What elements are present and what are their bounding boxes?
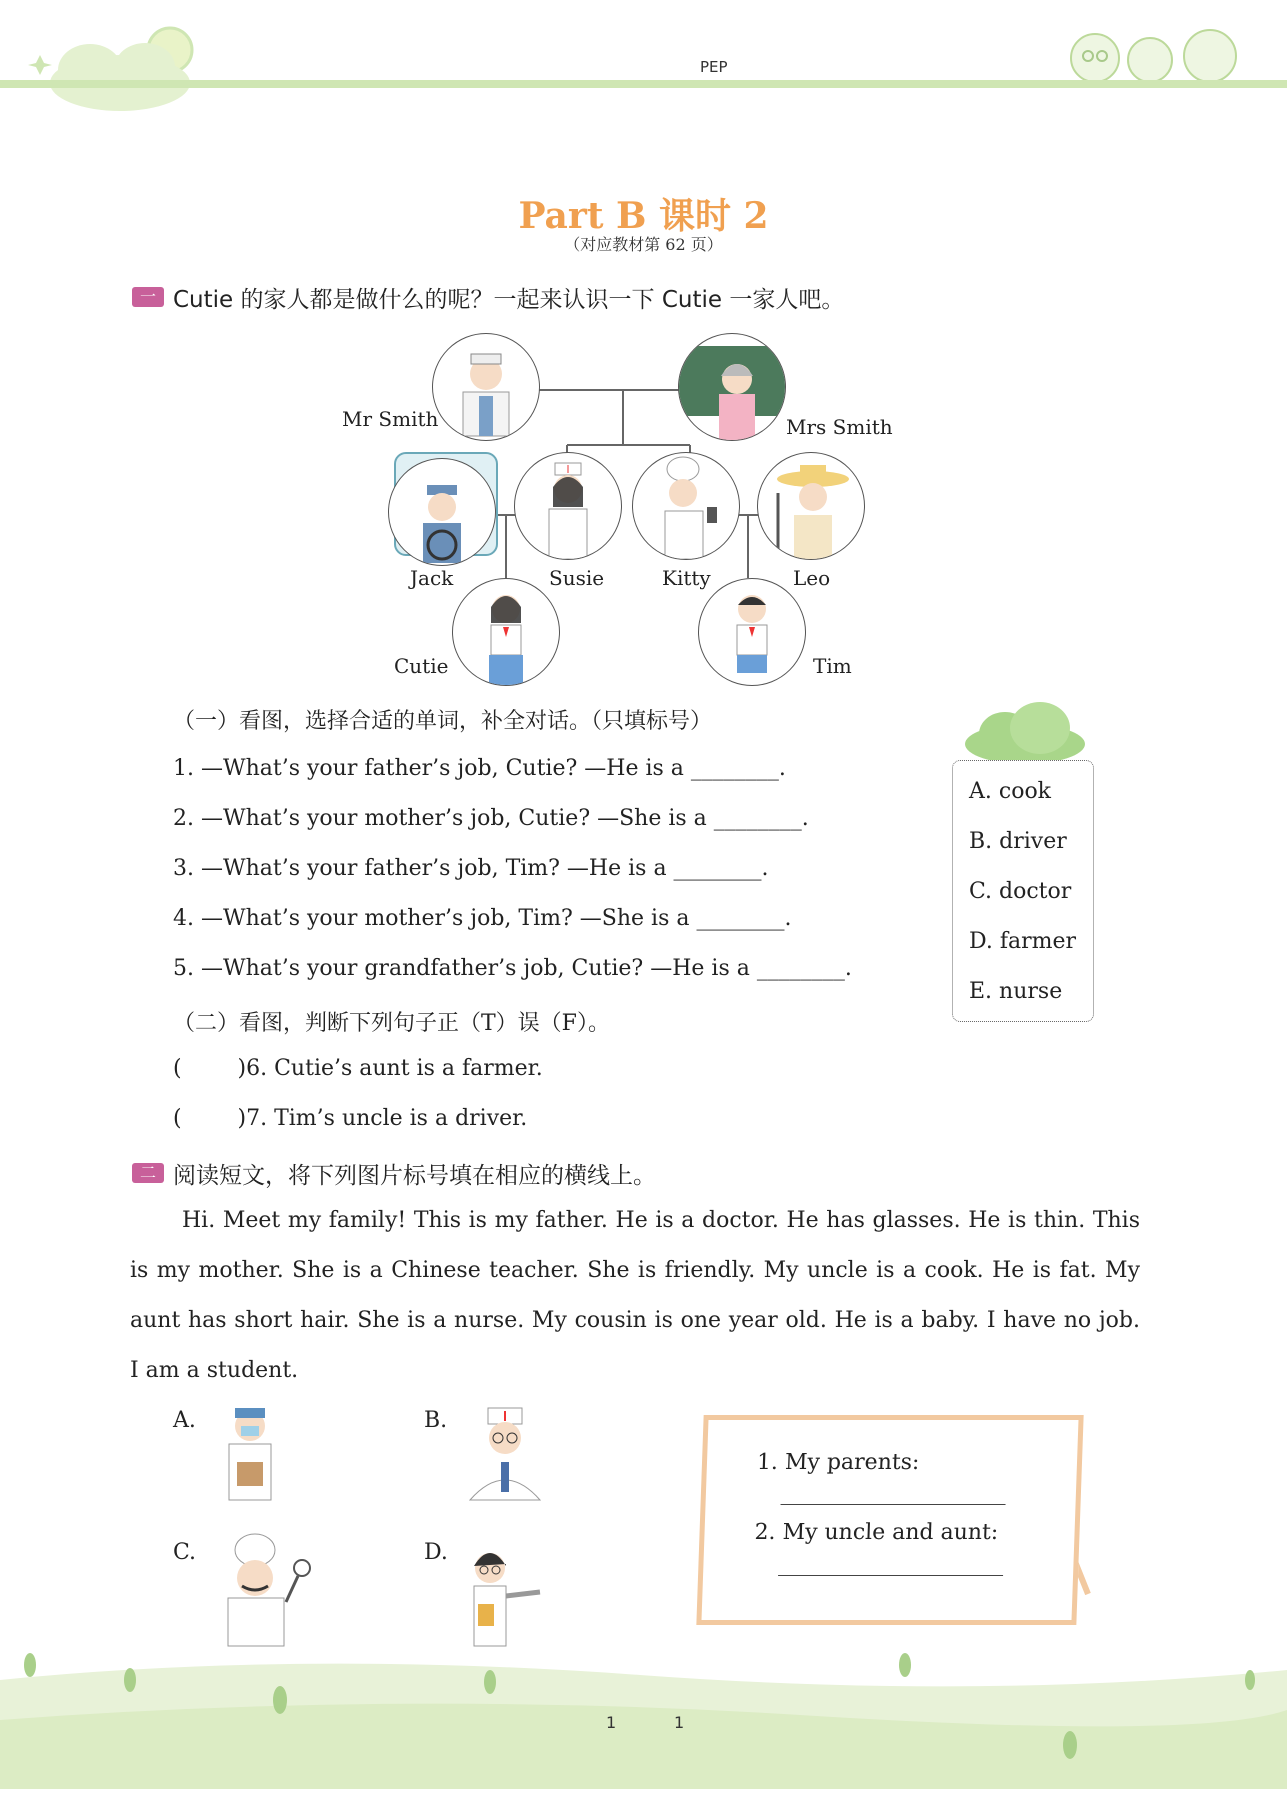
board-line-2: 2. My uncle and aunt: bbox=[754, 1520, 999, 1545]
label-cutie: Cutie bbox=[394, 654, 449, 678]
section-badge-1: 一 bbox=[132, 287, 164, 307]
question-2: 2. —What’s your mother’s job, Cutie? —She is a ________. bbox=[173, 806, 809, 831]
question-3: 3. —What’s your father’s job, Tim? —He is a ________. bbox=[173, 856, 769, 881]
pic-label-a: A. bbox=[173, 1408, 196, 1433]
label-mrs-smith: Mrs Smith bbox=[786, 415, 893, 439]
answer-blank-1[interactable] bbox=[781, 1504, 1006, 1505]
option-box-bush-decoration bbox=[960, 700, 1090, 766]
label-jack: Jack bbox=[410, 566, 454, 590]
question-7: ( )7. Tim’s uncle is a driver. bbox=[173, 1106, 528, 1131]
pic-label-b: B. bbox=[424, 1408, 448, 1433]
answer-board bbox=[696, 1415, 1083, 1625]
option-a: A. cook bbox=[969, 779, 1052, 804]
label-kitty: Kitty bbox=[662, 566, 711, 590]
leo-farmer-portrait bbox=[757, 452, 865, 560]
label-tim: Tim bbox=[813, 654, 852, 678]
option-d: D. farmer bbox=[969, 929, 1077, 954]
doctor-picture bbox=[460, 1402, 550, 1506]
susie-nurse-portrait bbox=[514, 452, 622, 560]
cutie-student-portrait bbox=[452, 578, 560, 686]
section1-instruction: Cutie 的家人都是做什么的呢？一起来认识一下 Cutie 一家人吧。 bbox=[173, 287, 845, 313]
series-label: PEP bbox=[700, 58, 728, 76]
page-number-left: 1 bbox=[606, 1713, 617, 1732]
mrs-smith-teacher-portrait bbox=[678, 333, 786, 441]
kitty-cook-portrait bbox=[632, 452, 740, 560]
answer-blank-2[interactable] bbox=[778, 1575, 1003, 1576]
label-susie: Susie bbox=[549, 566, 605, 590]
question-5: 5. —What’s your grandfather’s job, Cutie? —He is a ________. bbox=[173, 956, 852, 981]
nurse-picture bbox=[205, 1402, 295, 1506]
option-e: E. nurse bbox=[969, 979, 1063, 1004]
lesson-title: Part B 课时 2 bbox=[518, 195, 769, 237]
pic-label-c: C. bbox=[173, 1540, 197, 1565]
section-badge-2: 二 bbox=[132, 1163, 164, 1183]
tim-student-portrait bbox=[698, 578, 806, 686]
section2-instruction: 阅读短文，将下列图片标号填在相应的横线上。 bbox=[173, 1163, 656, 1189]
footer-hills-decoration bbox=[0, 1640, 1287, 1789]
question-6: ( )6. Cutie’s aunt is a farmer. bbox=[173, 1056, 543, 1081]
label-mr-smith: Mr Smith bbox=[342, 407, 439, 431]
family-tree-lines bbox=[0, 0, 1287, 700]
mr-smith-doctor-portrait bbox=[432, 333, 540, 441]
lesson-subtitle: （对应教材第 62 页） bbox=[564, 235, 723, 254]
pic-label-d: D. bbox=[424, 1540, 448, 1565]
word-options-box bbox=[952, 760, 1094, 1022]
board-line-1: 1. My parents: bbox=[756, 1450, 920, 1475]
part2-heading: （二）看图，判断下列句子正（T）误（F）。 bbox=[173, 1011, 610, 1036]
page-number-right: 1 bbox=[674, 1713, 685, 1732]
question-4: 4. —What’s your mother’s job, Tim? —She is a ________. bbox=[173, 906, 792, 931]
label-leo: Leo bbox=[793, 566, 831, 590]
cook-picture bbox=[210, 1532, 320, 1651]
part1-heading: （一）看图，选择合适的单词，补全对话。（只填标号） bbox=[173, 709, 713, 734]
option-c: C. doctor bbox=[969, 879, 1072, 904]
teacher-picture bbox=[460, 1534, 560, 1653]
jack-driver-portrait bbox=[388, 458, 496, 566]
reading-passage: Hi. Meet my family! This is my father. He is a doctor. He has glasses. He is thin. This is my mother. She is a Chinese teacher. She is friendly. My uncle is a cook. He is fat. My aunt has short hair. She is a nurse. My cousin is one year old. He is a baby. I have no job. I am a student. bbox=[130, 1208, 1140, 1383]
question-1: 1. —What’s your father’s job, Cutie? —He is a ________. bbox=[173, 756, 786, 781]
option-b: B. driver bbox=[969, 829, 1067, 854]
